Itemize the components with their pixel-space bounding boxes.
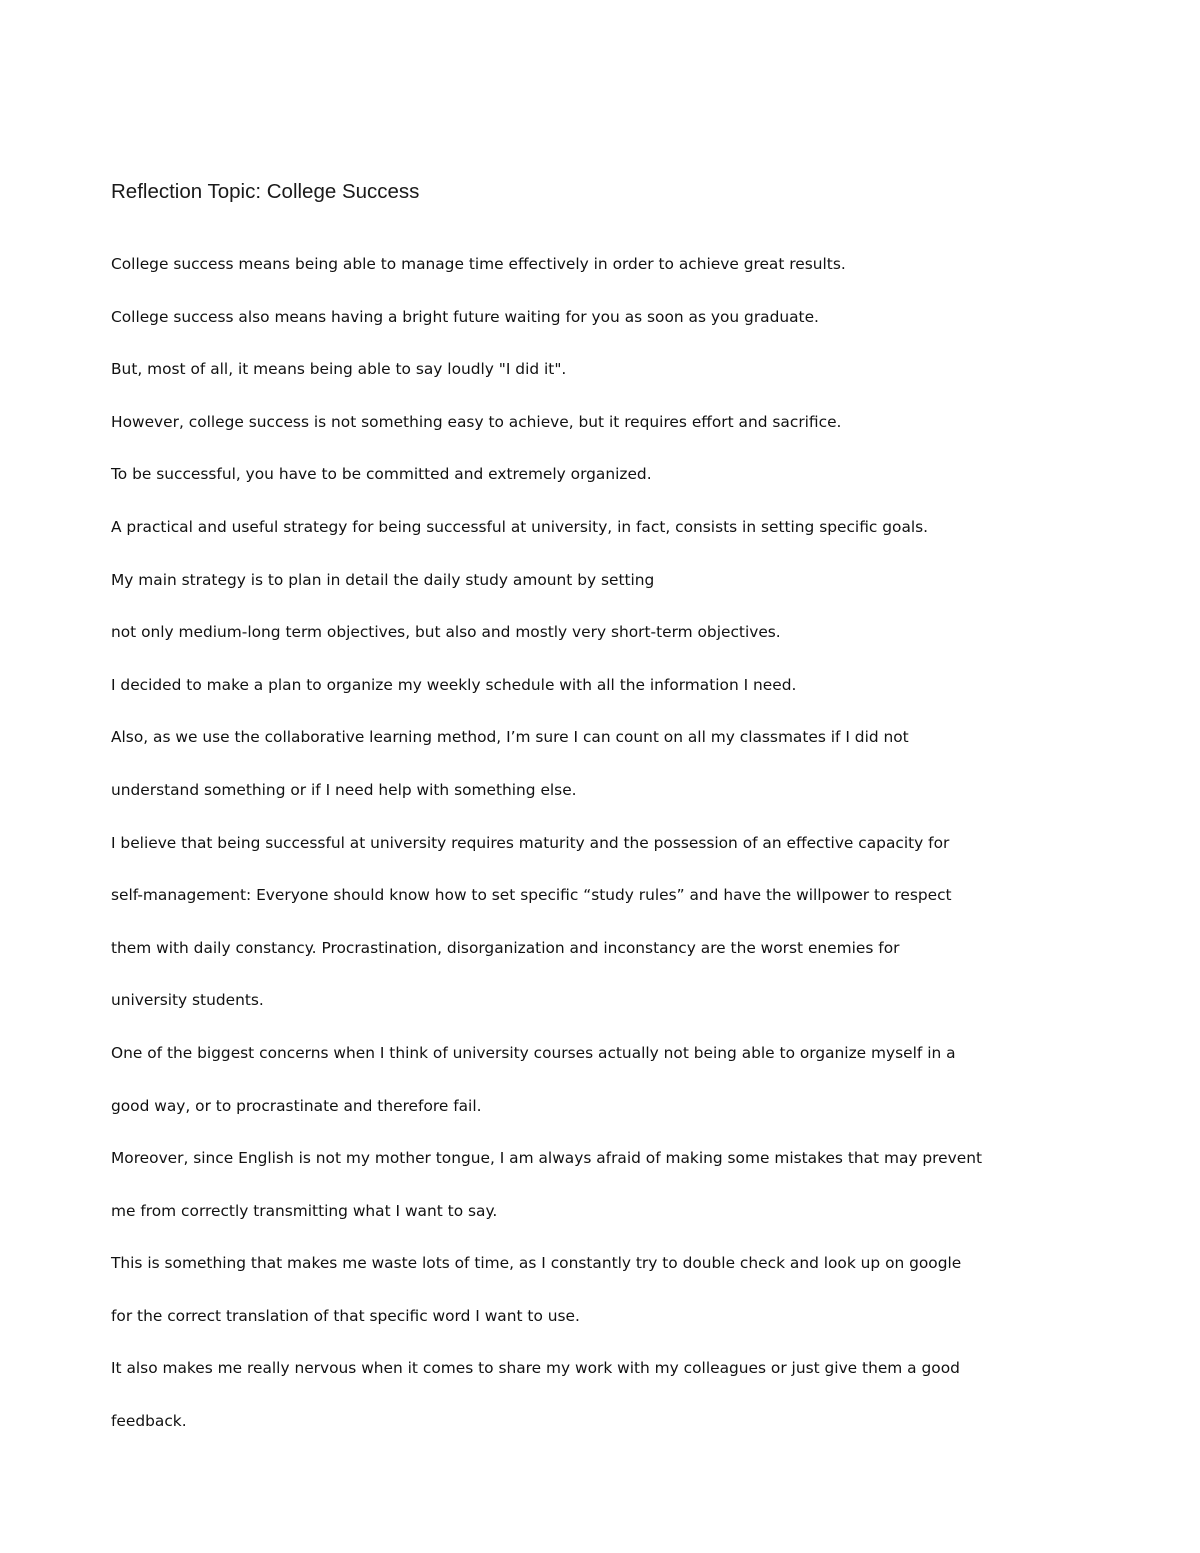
text-line: I decided to make a plan to organize my weekly schedule with all the information I need. [111,675,797,694]
text-line: College success means being able to manage time effectively in order to achieve great results. [111,255,846,273]
text-line: I believe that being successful at university requires maturity and the possession of an effective capacity for [111,833,950,852]
text-line: them with daily constancy. Procrastination, disorganization and inconstancy are the worst enemies for [111,938,900,957]
page-title: Reflection Topic: College Success [111,180,420,203]
text-line: feedback. [111,1412,187,1431]
text-line: understand something or if I need help with something else. [111,780,577,799]
text-line: good way, or to procrastinate and therefore fail. [111,1096,482,1115]
text-line: To be successful, you have to be committed and extremely organized. [111,465,652,484]
text-line: It also makes me really nervous when it comes to share my work with my colleagues or just give them a good [111,1359,960,1378]
text-line: self-management: Everyone should know how to set specific “study rules” and have the willpower to respect [111,886,952,905]
text-line: Moreover, since English is not my mother tongue, I am always afraid of making some mistakes that may prevent [111,1149,982,1168]
text-line: me from correctly transmitting what I want to say. [111,1201,498,1220]
text-line: College success also means having a bright future waiting for you as soon as you graduate. [111,307,819,326]
text-line: A practical and useful strategy for being successful at university, in fact, consists in setting specific goals. [111,517,929,536]
text-line: My main strategy is to plan in detail the daily study amount by setting [111,570,655,589]
text-line: university students. [111,991,264,1010]
text-line: for the correct translation of that specific word I want to use. [111,1306,580,1325]
text-line: However, college success is not something easy to achieve, but it requires effort and sacrifice. [111,412,842,431]
text-line: Also, as we use the collaborative learning method, I’m sure I can count on all my classmates if I did not [111,728,909,747]
text-line: This is something that makes me waste lots of time, as I constantly try to double check and look up on google [111,1254,962,1273]
document-body [111,251,1111,1461]
text-line: One of the biggest concerns when I think of university courses actually not being able to organize myself in a [111,1043,956,1062]
text-line: But, most of all, it means being able to say loudly "I did it". [111,360,567,379]
text-line: not only medium-long term objectives, but also and mostly very short-term objectives. [111,623,781,642]
